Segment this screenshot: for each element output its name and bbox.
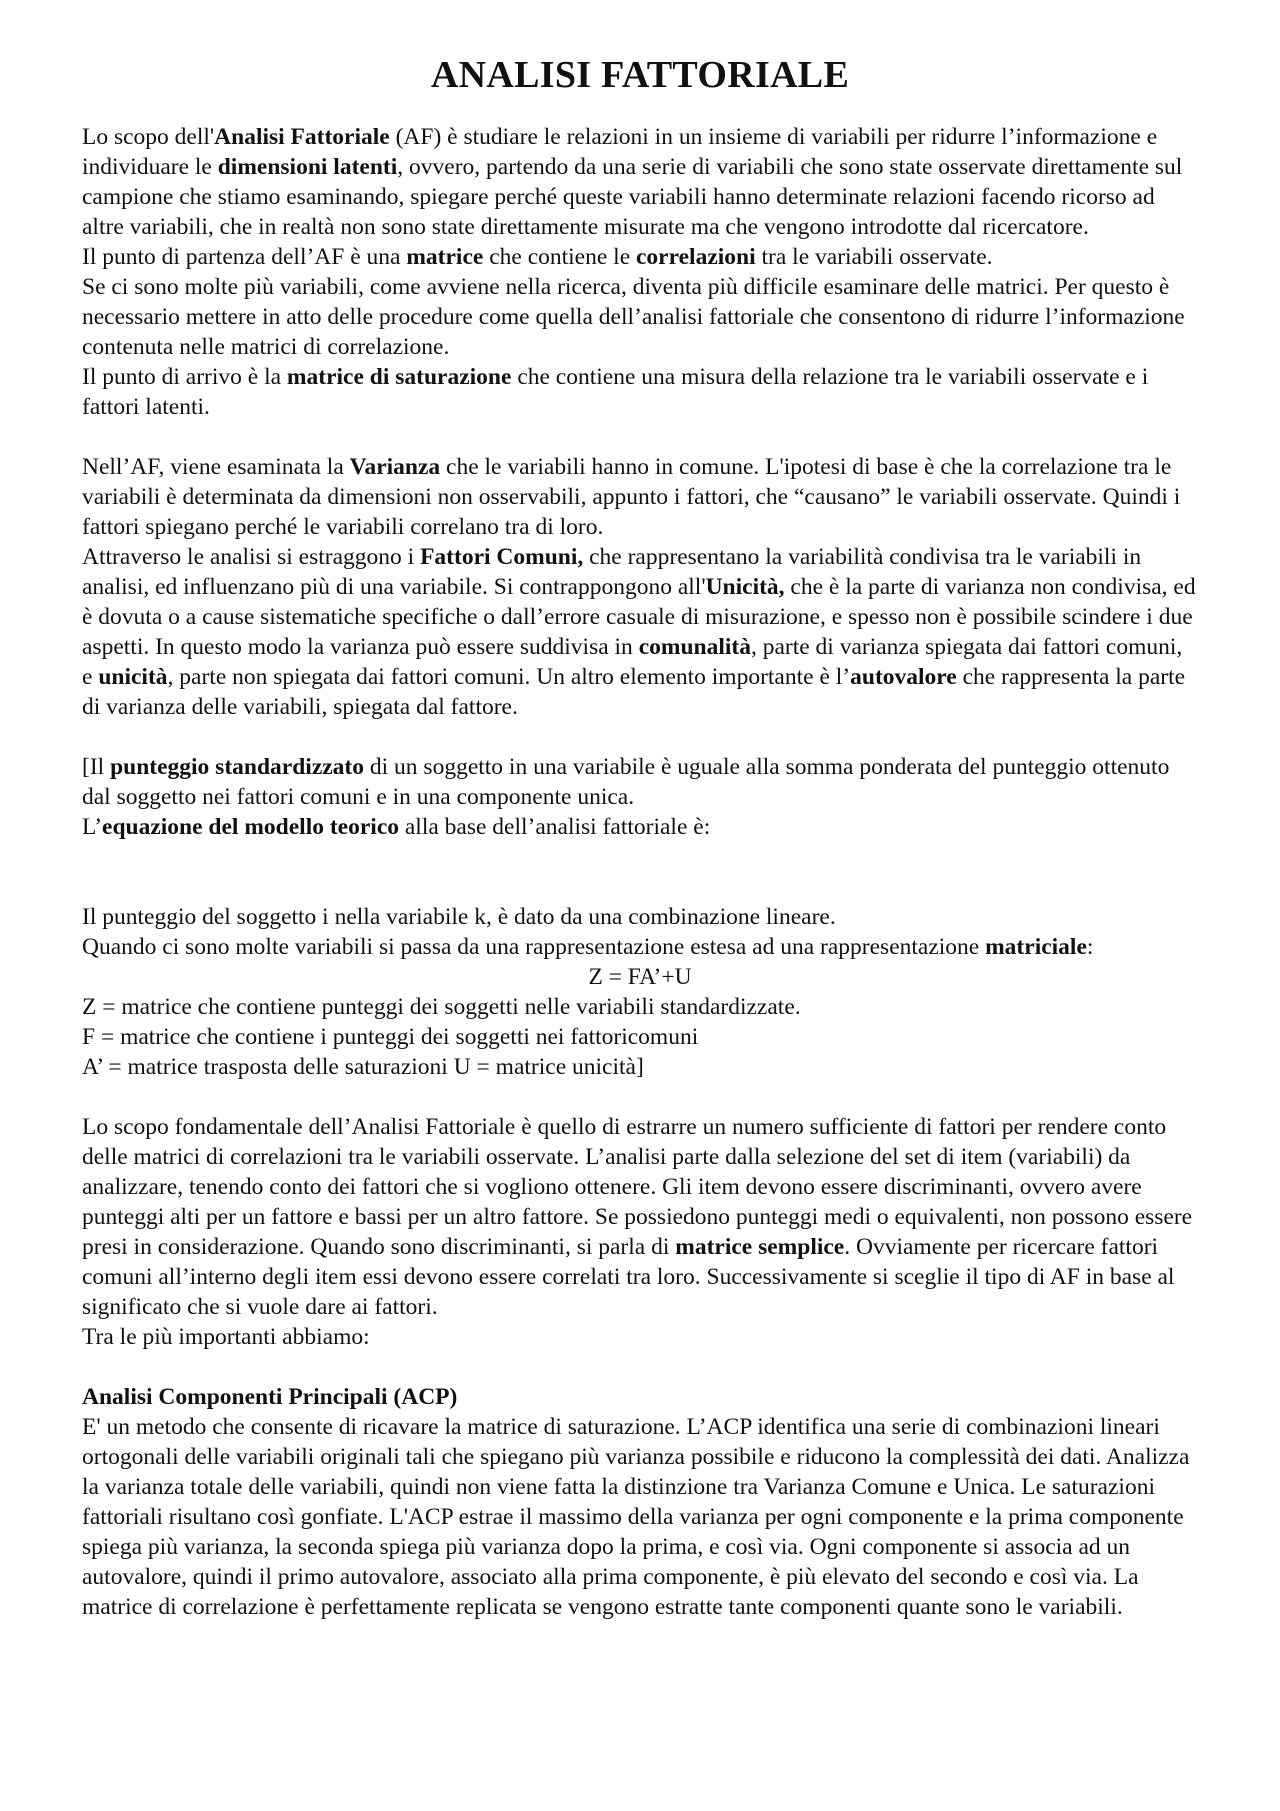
bold-term: correlazioni <box>636 244 756 270</box>
text-run: , ovvero, partendo da una serie di variabili che sono state osservate direttamente sul campione che stiamo esaminando, spiegare perché queste variabili hanno determinate relazioni facendo ricorso ad altre variabili, che in realtà non sono state direttamente misurate ma che vengono introdotte dal ricercatore. <box>82 154 1183 240</box>
text-run: (AF) è studiare le relazioni in un insieme di variabili per ridurre l’informazione e individuare le <box>82 124 1158 180</box>
bold-term: Unicità, <box>705 574 785 600</box>
paragraph <box>82 992 1198 1022</box>
paragraph <box>82 452 1198 542</box>
bold-term: matrice semplice <box>675 1234 845 1260</box>
text-run: che rappresenta la parte di varianza delle variabili, spiegata dal fattore. <box>82 664 1186 720</box>
bold-term: unicità <box>98 664 168 690</box>
bold-term: autovalore <box>850 664 957 690</box>
text-run: tra le variabili osservate. <box>755 244 993 270</box>
text-run: Il punteggio del soggetto i nella variabile k, è dato da una combinazione lineare. <box>82 904 836 930</box>
paragraph <box>82 1052 1198 1082</box>
paragraph-spacer <box>82 1082 1198 1112</box>
text-run: Tra le più importanti abbiamo: <box>82 1324 370 1350</box>
paragraph-spacer <box>82 1352 1198 1382</box>
paragraph <box>82 122 1198 242</box>
document-body <box>82 122 1198 1622</box>
text-run: che rappresentano la variabilità condivisa tra le variabili in analisi, ed influenzano più di una variabile. Si contrappongono all' <box>82 544 1142 600</box>
text-run: di un soggetto in una variabile è uguale alla somma ponderata del punteggio ottenuto dal soggetto nei fattori comuni e in una componente unica. <box>82 754 1170 810</box>
text-run: Nell’AF, viene esaminata la <box>82 454 350 480</box>
text-run: , parte di varianza spiegata dai fattori comuni, e <box>82 634 1183 690</box>
text-run: Lo scopo fondamentale dell’Analisi Fattoriale è quello di estrarre un numero sufficiente di fattori per rendere conto delle matrici di correlazioni tra le variabili osservate. L’analisi parte dalla selezione del set di item (variabili) da analizzare, tenendo conto dei fattori che si vogliono ottenere. Gli item devono essere discriminanti, ovvero avere punteggi alti per un fattore e bassi per un altro fattore. Se possiedono punteggi medi o equivalenti, non possono essere presi in considerazione. Quando sono discriminanti, si parla di <box>82 1114 1193 1260</box>
paragraph <box>82 902 1198 932</box>
text-run: Quando ci sono molte variabili si passa da una rappresentazione estesa ad una rappresentazione <box>82 934 986 960</box>
text-run: che contiene le <box>483 244 636 270</box>
text-run: L’ <box>82 814 103 840</box>
bold-term: Fattori Comuni, <box>420 544 584 570</box>
text-run: Il punto di arrivo è la <box>82 364 287 390</box>
text-run: Z = FA’+U <box>588 964 692 990</box>
text-run: che è la parte di varianza non condivisa, ed è dovuta o a cause sistematiche specifiche o dall’errore casuale di misurazione, e spesso non è possibile scindere i due aspetti. In questo modo la varianza può essere suddivisa in <box>82 574 1196 660</box>
bold-term: matrice di saturazione <box>286 364 512 390</box>
paragraph <box>82 1412 1198 1622</box>
paragraph-spacer <box>82 422 1198 452</box>
text-run: che contiene una misura della relazione tra le variabili osservate e i fattori latenti. <box>82 364 1149 420</box>
paragraph-spacer <box>82 842 1198 902</box>
paragraph <box>82 542 1198 722</box>
text-run: Attraverso le analisi si estraggono i <box>82 544 421 570</box>
section-heading <box>82 1382 1198 1412</box>
text-run: . Ovviamente per ricercare fattori comuni all’interno degli item essi devono essere correlati tra loro. Successivamente si sceglie il tipo di AF in base al significato che si vuole dare ai fattori. <box>82 1234 1175 1320</box>
document-title: ANALISI FATTORIALE <box>430 54 850 96</box>
text-run: Se ci sono molte più variabili, come avviene nella ricerca, diventa più difficile esaminare delle matrici. Per questo è necessario mettere in atto delle procedure come quella dell’analisi fattoriale che consentono di ridurre l’informazione contenuta nelle matrici di correlazione. <box>82 274 1185 360</box>
text-run: A’ = matrice trasposta delle saturazioni U = matrice unicità] <box>82 1054 644 1080</box>
text-run: E' un metodo che consente di ricavare la matrice di saturazione. L’ACP identifica una serie di combinazioni lineari ortogonali delle variabili originali tali che spiegano più varianza possibile e riducono la complessità dei dati. Analizza la varianza totale delle variabili, quindi non viene fatta la distinzione tra Varianza Comune e Unica. Le saturazioni fattoriali risultano così gonfiate. L'ACP estrae il massimo della varianza per ogni componente e la prima componente spiega più varianza, la seconda spiega più varianza dopo la prima, e così via. Ogni componente si associa ad un autovalore, quindi il primo autovalore, associato alla prima componente, è più elevato del secondo e così via. La matrice di correlazione è perfettamente replicata se vengono estratte tante componenti quante sono le variabili. <box>82 1414 1190 1620</box>
bold-term: punteggio standardizzato <box>110 754 365 780</box>
text-run: Z = matrice che contiene punteggi dei soggetti nelle variabili standardizzate. <box>82 994 801 1020</box>
text-run: F = matrice che contiene i punteggi dei soggetti nei fattoricomuni <box>82 1024 699 1050</box>
matrix-equation <box>82 962 1198 992</box>
bold-term: matrice <box>406 244 484 270</box>
text-run: alla base dell’analisi fattoriale è: <box>399 814 711 840</box>
text-run: , parte non spiegata dai fattori comuni. Un altro elemento importante è l’ <box>167 664 851 690</box>
paragraph <box>82 932 1198 962</box>
bold-term: Analisi Componenti Principali (ACP) <box>82 1384 458 1410</box>
text-run: che le variabili hanno in comune. L'ipotesi di base è che la correlazione tra le variabili è determinata da dimensioni non osservabili, appunto i fattori, che “causano” le variabili osservate. Quindi i fattori spiegano perché le variabili correlano tra di loro. <box>82 454 1181 540</box>
text-run: Lo scopo dell' <box>82 124 215 150</box>
paragraph <box>82 1322 1198 1352</box>
text-run: : <box>1086 934 1094 960</box>
paragraph <box>82 242 1198 272</box>
paragraph <box>82 812 1198 842</box>
paragraph <box>82 752 1198 812</box>
bold-term: matriciale <box>985 934 1087 960</box>
bold-term: dimensioni latenti <box>217 154 398 180</box>
bold-term: comunalità <box>638 634 751 660</box>
bold-term: Varianza <box>349 454 441 480</box>
text-run: [Il <box>82 754 111 780</box>
paragraph <box>82 1112 1198 1322</box>
paragraph <box>82 1022 1198 1052</box>
bold-term: Analisi Fattoriale <box>214 124 390 150</box>
paragraph-spacer <box>82 722 1198 752</box>
bold-term: equazione del modello teorico <box>102 814 399 840</box>
text-run: Il punto di partenza dell’AF è una <box>82 244 407 270</box>
paragraph <box>82 272 1198 362</box>
paragraph <box>82 362 1198 422</box>
